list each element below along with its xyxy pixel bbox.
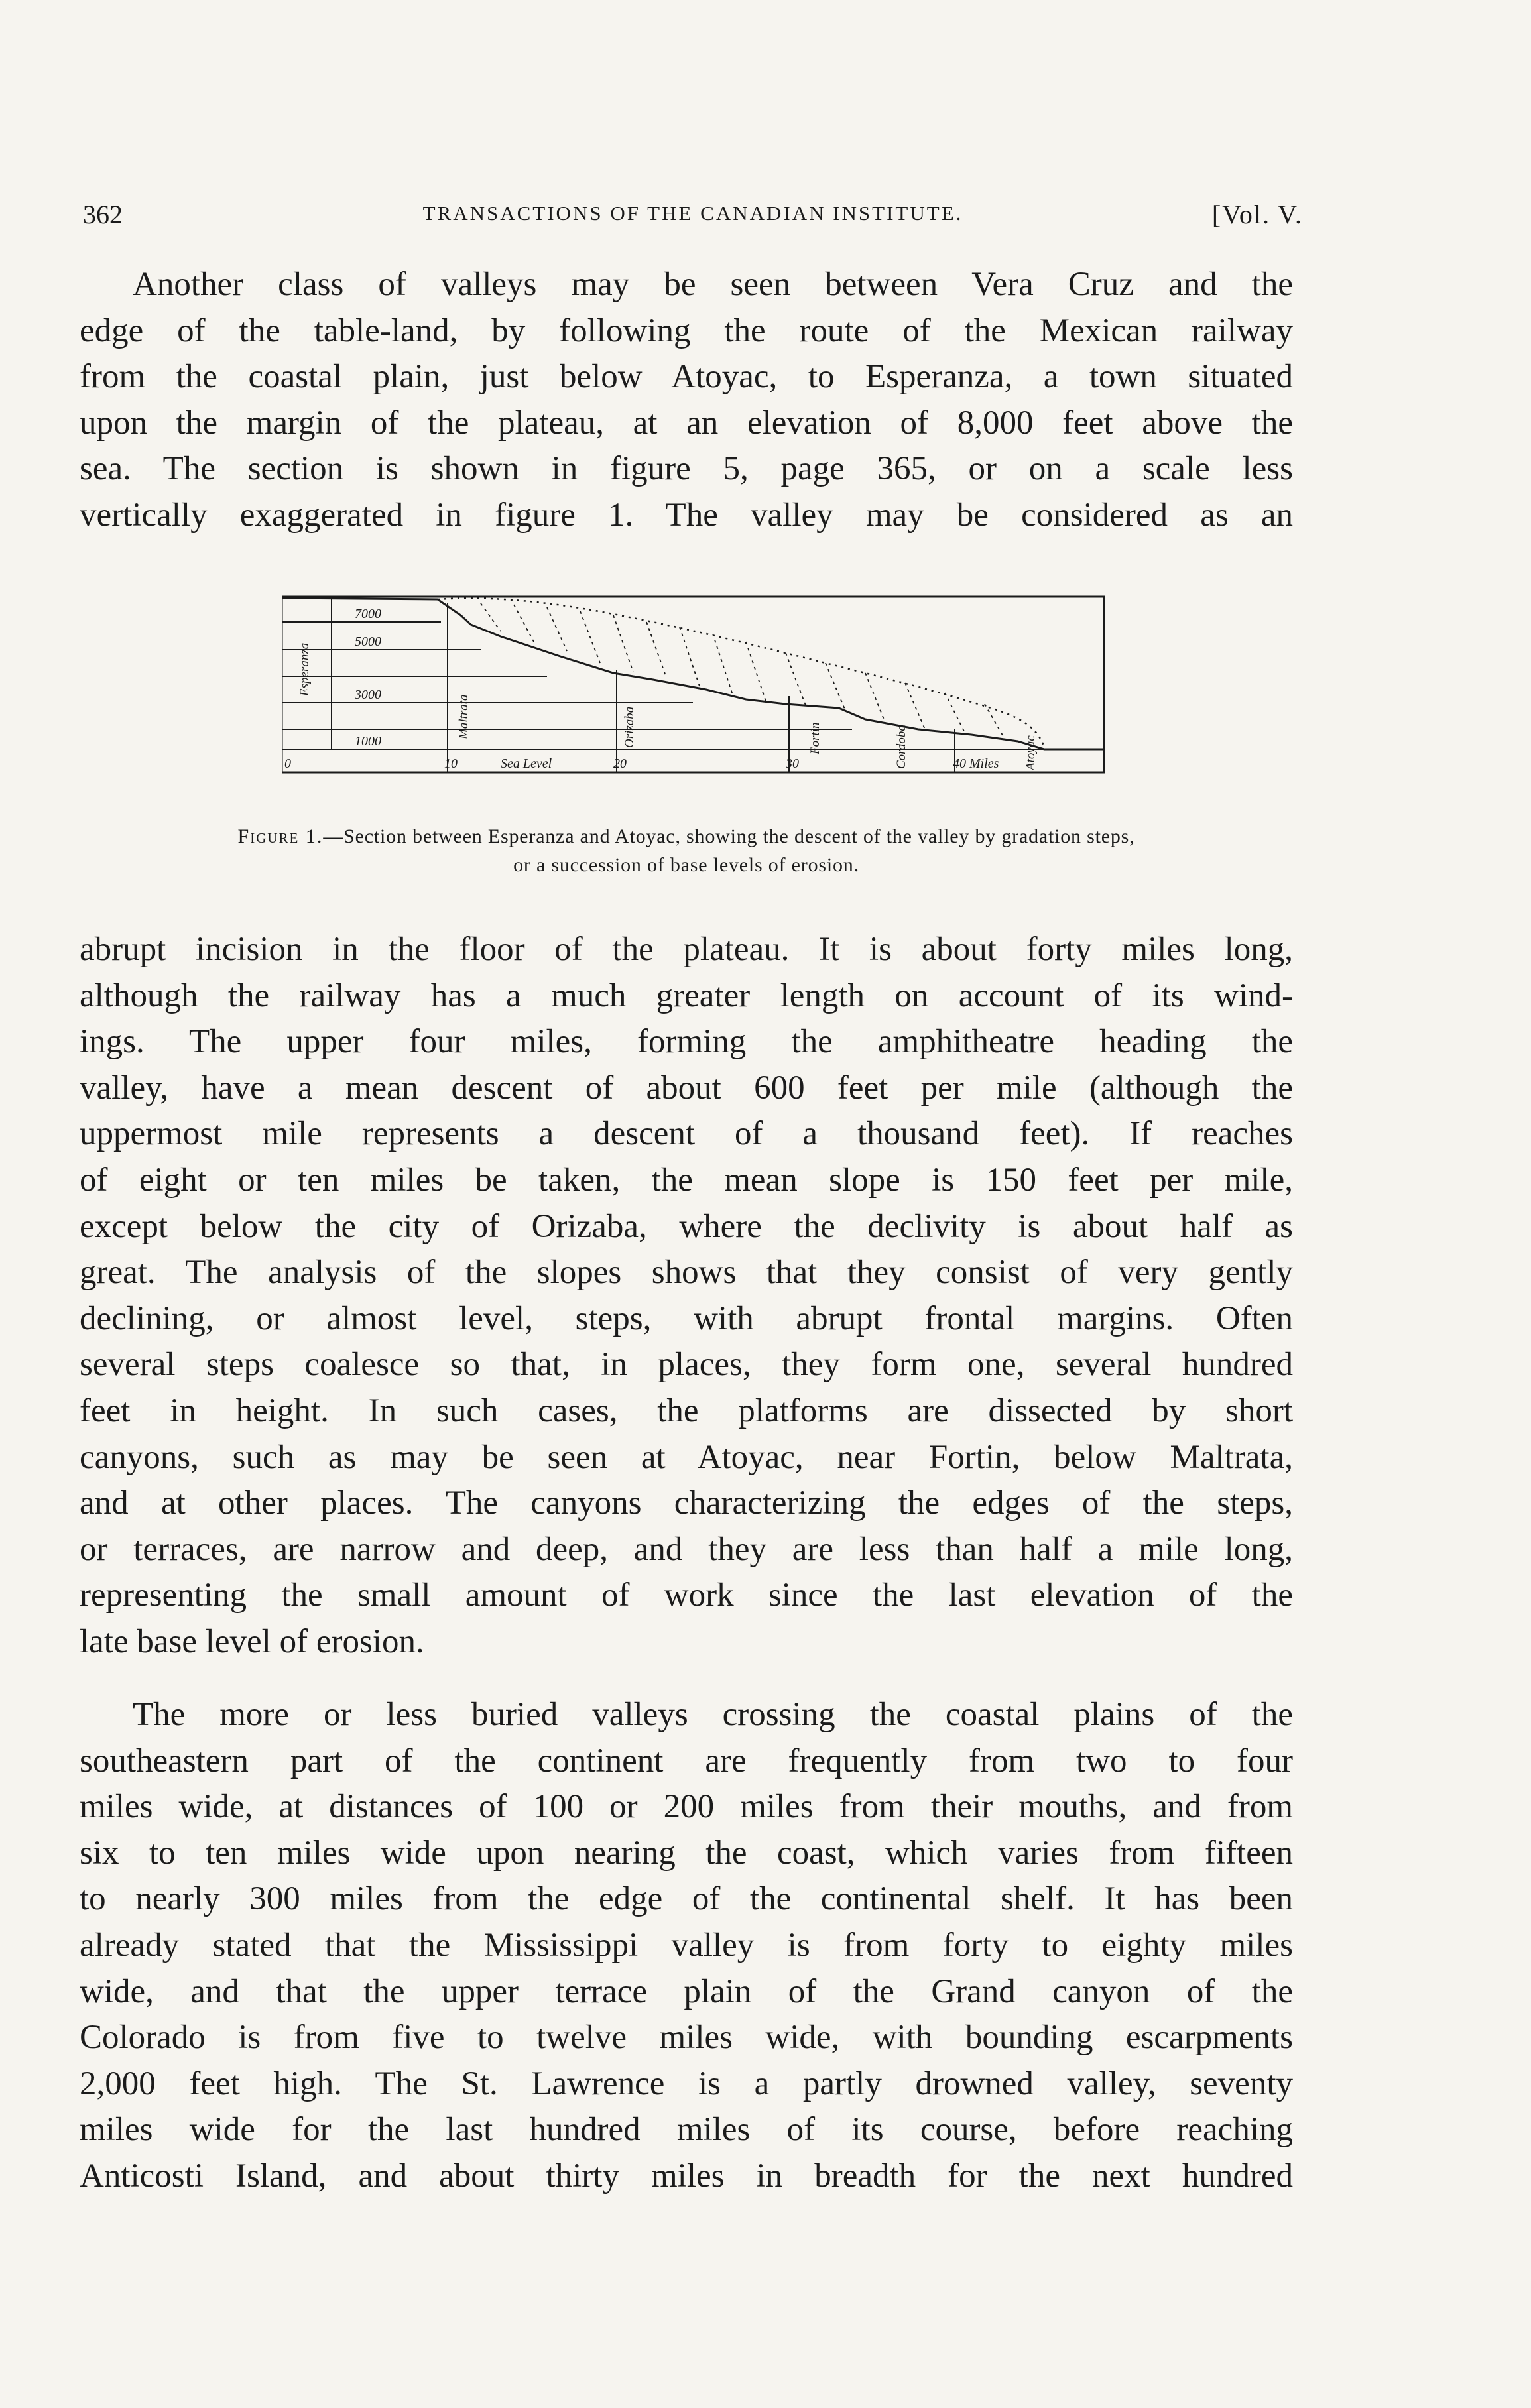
text-line: late base level of erosion.	[80, 1622, 424, 1660]
paragraph-1	[80, 262, 1293, 539]
caption-text: —Section between Esperanza and Atoyac, showing the descent of the valley by gradation steps,	[323, 825, 1135, 847]
page-number: 362	[83, 200, 123, 229]
paragraph-2	[80, 927, 1293, 1665]
running-header	[83, 199, 1303, 239]
figure-caption	[80, 822, 1293, 879]
paragraph-3	[80, 1692, 1293, 2200]
elevation-lines	[282, 622, 1104, 749]
distance-label-0: 0	[284, 756, 291, 771]
text-line: and at other places. The canyons characterizing the edges of the steps,	[80, 1484, 1293, 1522]
place-label-atoyac: Atoyac	[1024, 735, 1038, 770]
figure-frame	[282, 597, 1104, 772]
distance-label-30: 30	[786, 756, 799, 771]
place-label-esperanza: Esperanza	[298, 642, 312, 696]
elevation-label-7000: 7000	[355, 607, 381, 621]
text-line: uppermost mile represents a descent of a thousand feet). If reaches	[80, 1115, 1293, 1153]
text-line: great. The analysis of the slopes shows that they consist of very gently	[80, 1254, 1293, 1292]
place-label-maltrata: Maltrata	[457, 694, 471, 739]
place-label-cordoba: Cordoba	[894, 725, 908, 769]
text-line: ings. The upper four miles, forming the amphitheatre heading the	[80, 1023, 1293, 1061]
text-line: The more or less buried valleys crossing the coastal plains of the	[133, 1696, 1293, 1733]
text-line: Anticosti Island, and about thirty miles in breadth for the next hundred	[80, 2157, 1293, 2195]
volume-label: [Vol. V.	[1211, 200, 1303, 229]
mile-divisions	[332, 597, 955, 772]
distance-label-40-miles: 40 Miles	[953, 756, 999, 771]
text-line: although the railway has a much greater length on account of its wind-	[80, 977, 1293, 1014]
distance-label-20: 20	[613, 756, 627, 771]
text-line: of eight or ten miles be taken, the mean slope is 150 feet per mile,	[80, 1161, 1293, 1199]
text-line: canyons, such as may be seen at Atoyac, near Fortin, below Maltrata,	[80, 1438, 1293, 1476]
text-line: vertically exaggerated in figure 1. The valley may be considered as an	[80, 496, 1293, 534]
valley-section-figure	[282, 590, 1111, 789]
text-line: Another class of valleys may be seen between Vera Cruz and the	[133, 266, 1293, 303]
text-line: feet in height. In such cases, the platforms are dissected by short	[80, 1392, 1293, 1429]
text-line: already stated that the Mississippi valley is from forty to eighty miles	[80, 1926, 1293, 1964]
text-line: six to ten miles wide upon nearing the coast, which varies from fifteen	[80, 1834, 1293, 1872]
distance-label-10: 10	[444, 756, 458, 771]
place-label-fortin: Fortin	[808, 722, 822, 754]
erosion-hatching	[481, 603, 1005, 739]
text-line: sea. The section is shown in figure 5, page 365, or on a scale less	[80, 450, 1293, 488]
caption-line-2: or a succession of base levels of erosion.	[513, 854, 859, 876]
caption-line-1	[80, 822, 1293, 851]
valley-profile	[282, 598, 1104, 749]
text-line: miles wide for the last hundred miles of its course, before reaching	[80, 2111, 1293, 2149]
former-surface-outline	[438, 598, 1044, 748]
text-line: from the coastal plain, just below Atoyac, to Esperanza, a town situated	[80, 358, 1293, 396]
elevation-label-5000: 5000	[355, 634, 381, 649]
text-line: several steps coalesce so that, in places, they form one, several hundred	[80, 1346, 1293, 1384]
text-line: representing the small amount of work since the last elevation of the	[80, 1577, 1293, 1614]
text-line: 2,000 feet high. The St. Lawrence is a partly drowned valley, seventy	[80, 2065, 1293, 2102]
running-title: TRANSACTIONS OF THE CANADIAN INSTITUTE.	[422, 202, 963, 225]
text-line: southeastern part of the continent are frequently from two to four	[80, 1742, 1293, 1779]
caption-lead: Figure 1.	[237, 825, 324, 847]
text-line: abrupt incision in the floor of the plateau. It is about forty miles long,	[80, 931, 1293, 968]
text-line: wide, and that the upper terrace plain of the Grand canyon of the	[80, 1972, 1293, 2010]
text-line: to nearly 300 miles from the edge of the continental shelf. It has been	[80, 1880, 1293, 1918]
text-line: or terraces, are narrow and deep, and they are less than half a mile long,	[80, 1530, 1293, 1568]
text-line: edge of the table-land, by following the route of the Mexican railway	[80, 312, 1293, 349]
elevation-label-1000: 1000	[355, 734, 381, 749]
text-line: miles wide, at distances of 100 or 200 miles from their mouths, and from	[80, 1788, 1293, 1826]
text-line: except below the city of Orizaba, where the declivity is about half as	[80, 1207, 1293, 1245]
text-line: valley, have a mean descent of about 600 feet per mile (although the	[80, 1069, 1293, 1107]
elevation-label-3000: 3000	[355, 688, 381, 702]
sea-level-label: Sea Level	[501, 756, 552, 771]
text-line: declining, or almost level, steps, with abrupt frontal margins. Often	[80, 1299, 1293, 1337]
text-line: Colorado is from five to twelve miles wide, with bounding escarpments	[80, 2019, 1293, 2057]
text-line: upon the margin of the plateau, at an elevation of 8,000 feet above the	[80, 404, 1293, 442]
place-label-orizaba: Orizaba	[623, 706, 637, 748]
